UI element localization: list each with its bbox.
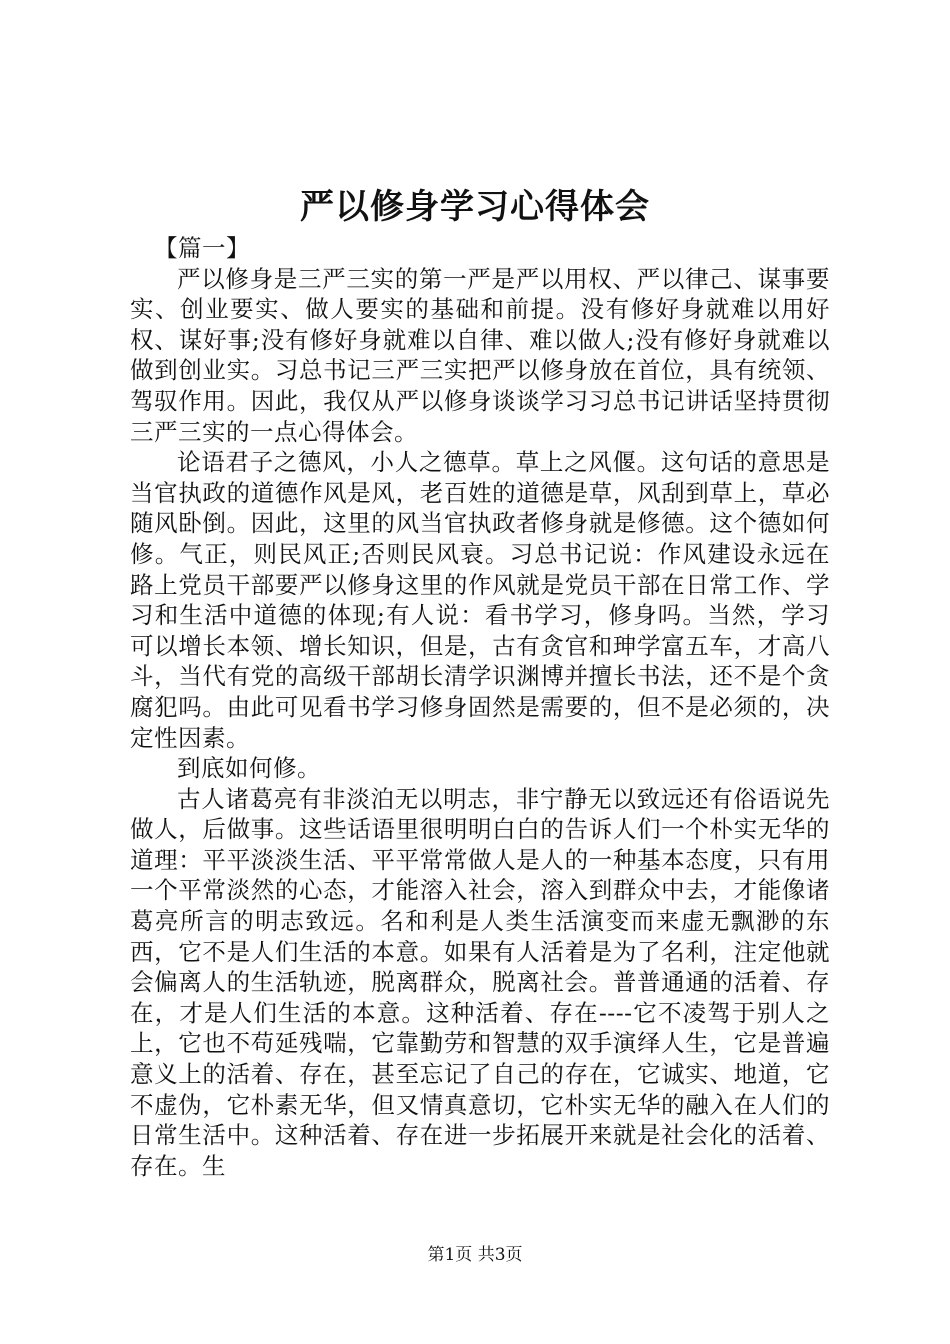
section-heading: 【篇一】 [154, 234, 250, 262]
paragraph-3: 到底如何修。 [177, 754, 321, 783]
paragraph-1: 严以修身是三严三实的第一严是严以用权、严以律己、谋事要实、创业要实、做人要实的基础和前提。没有修好身就难以用好权、谋好事;没有修好身就难以自律、难以做人;没有修好身就难以做到创业实。习总书记三严三实把严以修身放在首位，具有统领、驾驭作用。因此，我仅从严以修身谈谈学习习总书记讲话坚持贯彻三严三实的一点心得体会。 [130, 264, 830, 446]
document-body [130, 233, 830, 1181]
paragraph-4: 古人诸葛亮有非淡泊无以明志，非宁静无以致远还有俗语说先做人，后做事。这些话语里很明明白白的告诉人们一个朴实无华的道理：平平淡淡生活、平平常常做人是人的一种基本态度，只有用一个平常淡然的心态，才能溶入社会，溶入到群众中去，才能像诸葛亮所言的明志致远。名和利是人类生活演变而来虚无飘渺的东西，它不是人们生活的本意。如果有人活着是为了名利，注定他就会偏离人的生活轨迹，脱离群众，脱离社会。普普通通的活着、存在，才是人们生活的本意。这种活着、存在----它不凌驾于别人之上，它也不苟延残喘，它靠勤劳和智慧的双手演绎人生，它是普遍意义上的活着、存在，甚至忘记了自己的存在，它诚实、地道，它不虚伪，它朴素无华，但又情真意切，它朴实无华的融入在人们的日常生活中。这种活着、存在进一步拓展开来就是社会化的活着、存在。生 [130, 784, 830, 1180]
page-number-footer: 第1页 共3页 [427, 1245, 523, 1265]
paragraph-2: 论语君子之德风，小人之德草。草上之风偃。这句话的意思是当官执政的道德作风是风，老百姓的道德是草，风刮到草上，草必随风卧倒。因此，这里的风当官执政者修身就是修德。这个德如何修。气正，则民风正;否则民风衰。习总书记说：作风建设永远在路上党员干部要严以修身这里的作风就是党员干部在日常工作、学习和生活中道德的体现;有人说：看书学习，修身吗。当然，学习可以增长本领、增长知识，但是，古有贪官和珅学富五车，才高八斗，当代有党的高级干部胡长清学识渊博并擅长书法，还不是个贪腐犯吗。由此可见看书学习修身固然是需要的，但不是必须的，决定性因素。 [130, 448, 830, 752]
document-title: 严以修身学习心得体会 [300, 187, 650, 227]
